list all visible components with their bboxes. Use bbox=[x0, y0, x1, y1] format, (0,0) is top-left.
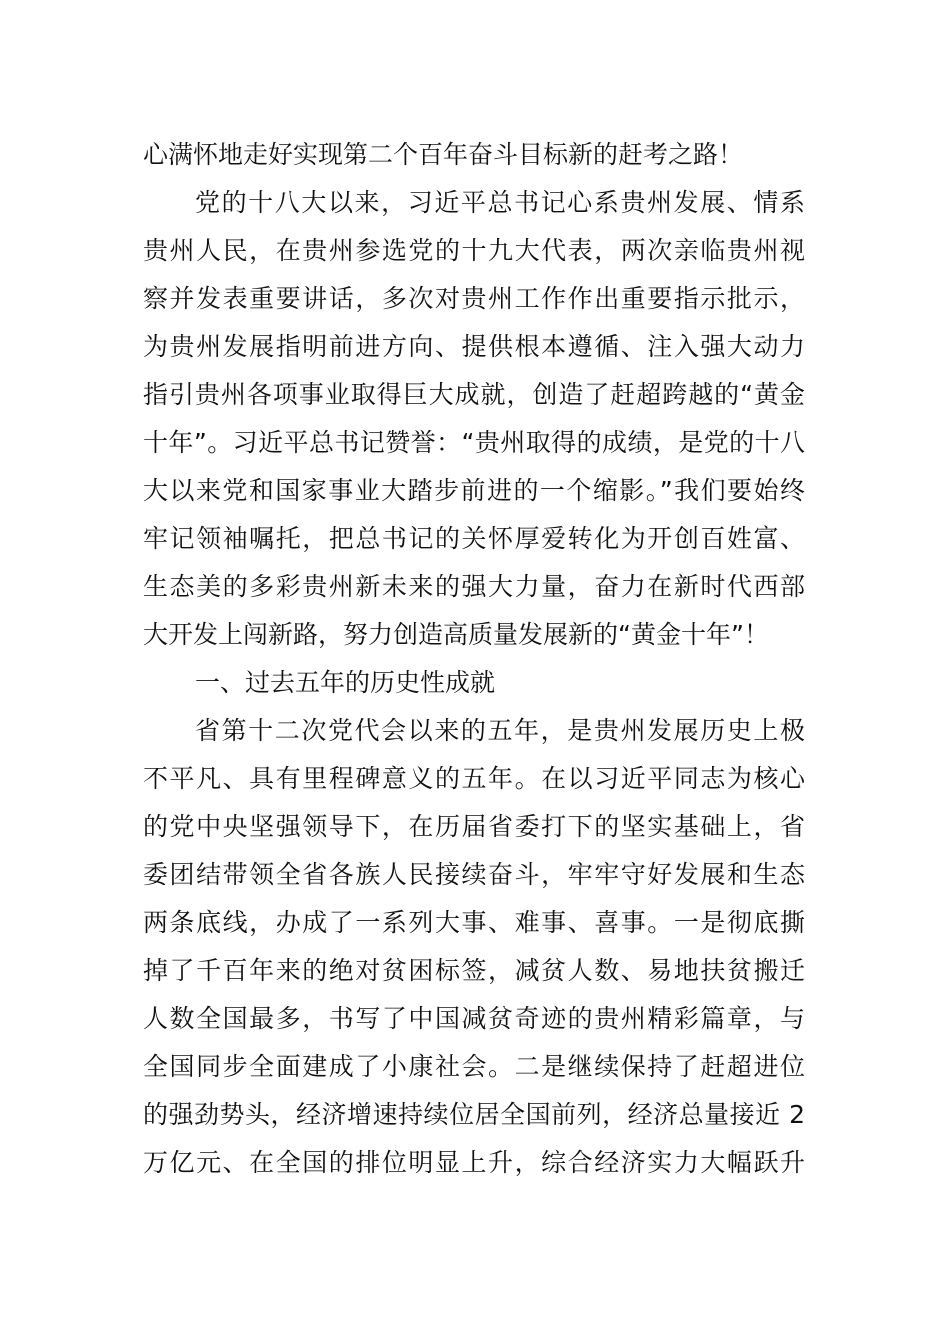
text-line: 大以来党和国家事业大踏步前进的一个缩影。”我们要始终 bbox=[143, 476, 805, 505]
text-line: 省第十二次党代会以来的五年，是贵州发展历史上极 bbox=[195, 716, 805, 745]
text-line: 的强劲势头，经济增速持续位居全国前列，经济总量接近 2 bbox=[143, 1100, 805, 1129]
text-line: 心满怀地走好实现第二个百年奋斗目标新的赶考之路！ bbox=[143, 140, 744, 169]
text-line: 人数全国最多，书写了中国减贫奇迹的贵州精彩篇章，与 bbox=[143, 1004, 805, 1033]
text-line: 察并发表重要讲话，多次对贵州工作作出重要指示批示， bbox=[143, 284, 805, 313]
text-line: 十年”。习近平总书记赞誉：“贵州取得的成绩，是党的十八 bbox=[143, 428, 805, 457]
text-line: 全国同步全面建成了小康社会。二是继续保持了赶超进位 bbox=[143, 1052, 805, 1081]
text-line: 掉了千百年来的绝对贫困标签，减贫人数、易地扶贫搬迁 bbox=[143, 956, 805, 985]
text-line: 党的十八大以来，习近平总书记心系贵州发展、情系 bbox=[195, 188, 805, 217]
section-heading: 一、过去五年的历史性成就 bbox=[195, 668, 496, 697]
text-line: 牢记领袖嘱托，把总书记的关怀厚爱转化为开创百姓富、 bbox=[143, 524, 805, 553]
text-line: 万亿元、在全国的排位明显上升，综合经济实力大幅跃升 bbox=[143, 1148, 805, 1177]
text-line: 生态美的多彩贵州新未来的强大力量，奋力在新时代西部 bbox=[143, 572, 805, 601]
text-line: 委团结带领全省各族人民接续奋斗，牢牢守好发展和生态 bbox=[143, 860, 805, 889]
text-line: 为贵州发展指明前进方向、提供根本遵循、注入强大动力 bbox=[143, 332, 805, 361]
text-line: 大开发上闯新路，努力创造高质量发展新的“黄金十年”！ bbox=[143, 620, 769, 649]
text-line: 不平凡、具有里程碑意义的五年。在以习近平同志为核心 bbox=[143, 764, 805, 793]
text-line: 贵州人民，在贵州参选党的十九大代表，两次亲临贵州视 bbox=[143, 236, 805, 265]
text-line: 指引贵州各项事业取得巨大成就，创造了赶超跨越的“黄金 bbox=[143, 380, 805, 409]
text-line: 两条底线，办成了一系列大事、难事、喜事。一是彻底撕 bbox=[143, 908, 805, 937]
text-line: 的党中央坚强领导下，在历届省委打下的坚实基础上，省 bbox=[143, 812, 805, 841]
